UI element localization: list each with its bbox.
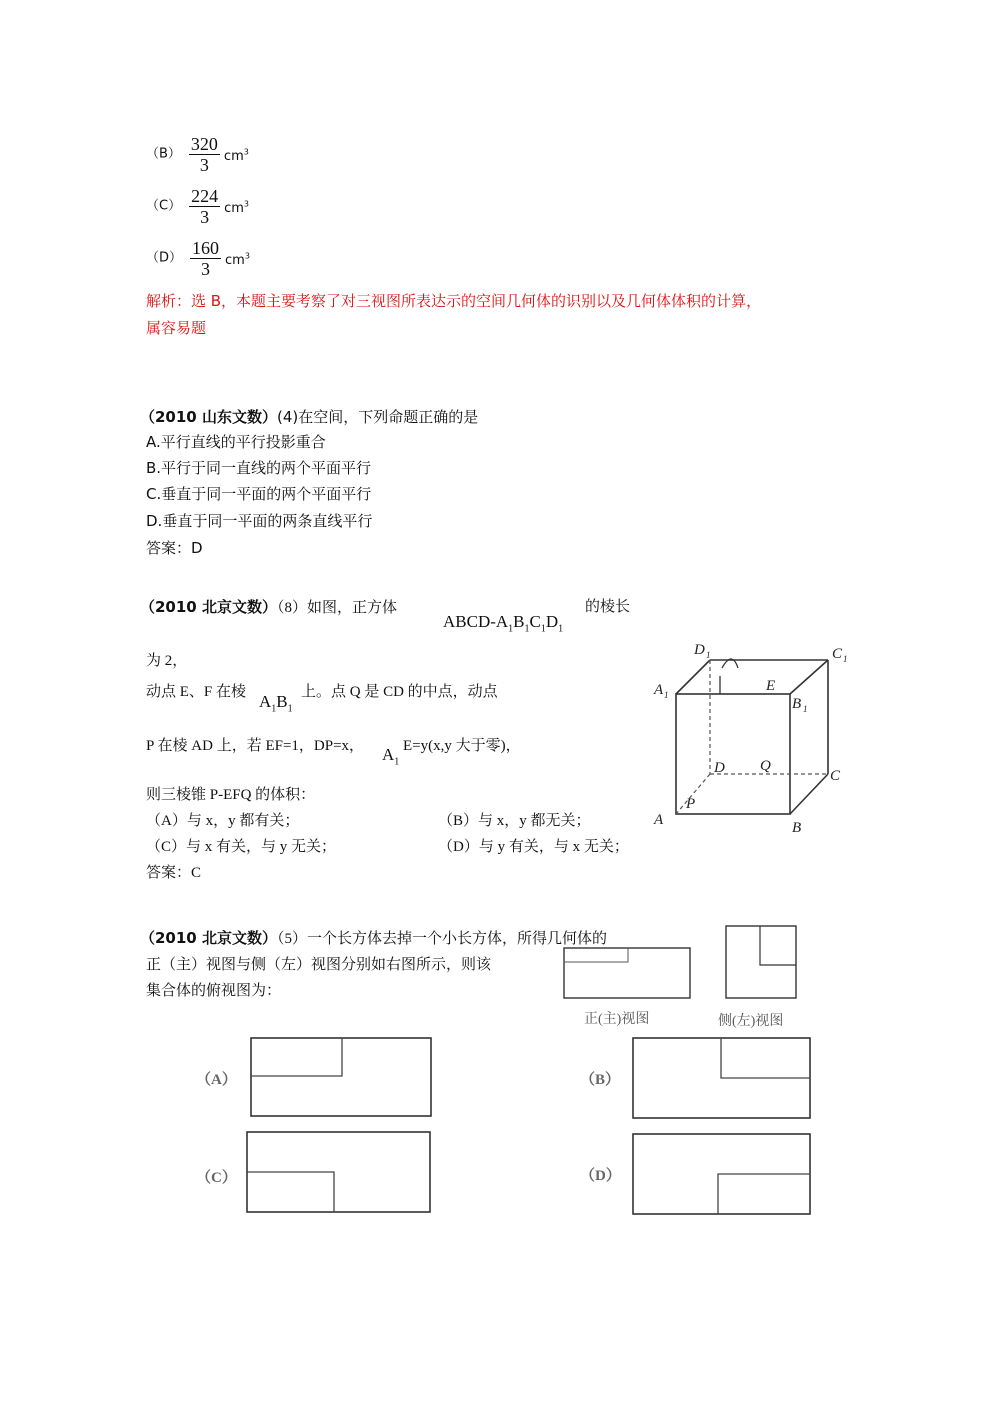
choice-b-label: （B） — [580, 1072, 621, 1088]
beijing8-line3b: 上。点 Q 是 CD 的中点，动点 — [301, 684, 498, 700]
formula-sub: 1 — [394, 756, 400, 768]
question-text: （5）一个长方体去掉一个小长方体，所得几何体的 — [276, 931, 607, 947]
question-source: （2010 北京文数） — [140, 929, 277, 947]
label-c1-sub: 1 — [843, 654, 848, 664]
formula-sub: 1 — [287, 703, 293, 715]
unit-sup: 3 — [243, 199, 249, 209]
choice-a-notch — [251, 1038, 342, 1076]
label-d1: D — [694, 642, 705, 658]
formula-sub: 1 — [540, 623, 546, 635]
cube-marks — [720, 659, 738, 694]
label-d1-sub: 1 — [706, 650, 711, 660]
choice-b-figure — [630, 1036, 814, 1120]
formula-text: ABCD-A — [443, 612, 509, 631]
cube-edge-c1b1 — [790, 660, 828, 694]
label-b1: B — [792, 696, 802, 712]
denominator: 3 — [201, 259, 211, 279]
a1b1-formula — [259, 692, 293, 714]
beijing8-line5: 则三棱锥 P-EFQ 的体积： — [146, 787, 316, 803]
unit-sup: 3 — [243, 147, 249, 157]
choice-b-notch — [721, 1038, 810, 1078]
choice-c-notch — [247, 1172, 334, 1212]
choice-d-notch — [718, 1174, 810, 1214]
front-view-figure — [562, 918, 694, 1002]
a1-formula — [382, 745, 399, 767]
front-view-caption: 正(主)视图 — [584, 1012, 650, 1027]
cube-edge-a1d1 — [676, 660, 710, 694]
question-text: （8）如图，正方体 — [276, 600, 397, 616]
choice-d-label: （D） — [580, 1168, 621, 1184]
unit-text: cm — [224, 200, 244, 216]
option-label: （B） — [146, 146, 181, 162]
unit-sup: 3 — [244, 251, 250, 261]
beijing8-line2: 为 2， — [146, 653, 188, 669]
numerator: 320 — [190, 134, 218, 154]
cube-formula — [443, 612, 563, 634]
formula-sub: 1 — [558, 623, 564, 635]
formula-sub: 1 — [508, 623, 514, 635]
beijing8-option-b: （B）与 x，y 都无关； — [438, 813, 591, 829]
side-view-outline — [726, 926, 796, 998]
denominator: 3 — [200, 207, 210, 227]
formula-text: B — [513, 612, 525, 631]
numerator: 160 — [192, 238, 220, 258]
analysis-line-1: 解析：选 B，本题主要考察了对三视图所表达示的空间几何体的识别以及几何体体积的计算， — [146, 292, 762, 310]
choice-c-figure — [244, 1130, 434, 1214]
beijing8-stem-b: 的棱长 — [585, 599, 631, 615]
label-c: C — [830, 768, 841, 784]
choice-a-label: （A） — [196, 1072, 237, 1088]
front-view-outline — [564, 948, 690, 998]
cube-edge-cb — [790, 774, 828, 814]
front-view-notch — [564, 948, 628, 962]
shandong-answer: 答案：D — [146, 539, 203, 557]
option-label: （C） — [146, 198, 182, 214]
label-d: D — [714, 760, 725, 776]
fraction — [189, 186, 220, 227]
unit-text: cm — [223, 148, 244, 164]
label-a1: A — [654, 682, 664, 698]
beijing8-stem-a — [140, 597, 397, 618]
denominator: 3 — [199, 155, 209, 175]
beijing8-line4b: E=y(x,y 大于零)， — [403, 738, 521, 754]
unit — [224, 149, 249, 164]
side-view-notch — [760, 926, 796, 965]
side-view-figure — [724, 924, 800, 1004]
shandong-option-a: A.平行直线的平行投影重合 — [146, 433, 326, 451]
choice-a-figure — [248, 1036, 434, 1118]
formula-text: D — [545, 612, 559, 631]
cube-figure — [640, 628, 860, 838]
unit — [225, 253, 250, 268]
formula-text: A — [259, 692, 272, 711]
choice-d-figure — [630, 1132, 814, 1218]
label-b: B — [792, 820, 802, 836]
fraction — [189, 134, 220, 175]
beijing5-stem3: 集合体的俯视图为： — [146, 983, 282, 999]
beijing5-stem2: 正（主）视图与侧（左）视图分别如右图所示，则该 — [146, 957, 492, 973]
beijing8-option-a: （A）与 x，y 都有关； — [146, 813, 300, 829]
unit — [224, 201, 249, 216]
beijing8-option-d: （D）与 y 有关，与 x 无关； — [438, 839, 629, 855]
formula-text: B — [276, 692, 288, 711]
label-a1-sub: 1 — [664, 690, 669, 700]
formula-text: C — [529, 612, 541, 631]
formula-sub: 1 — [271, 703, 277, 715]
option-b-volume — [146, 134, 249, 175]
label-p: P — [686, 796, 696, 812]
fraction — [190, 238, 221, 279]
label-b1-sub: 1 — [803, 704, 808, 714]
shandong-option-c: C.垂直于同一平面的两个平面平行 — [146, 485, 372, 503]
formula-text: A — [382, 745, 395, 764]
formula-sub: 1 — [524, 623, 530, 635]
question-source: （2010 北京文数） — [140, 598, 277, 616]
analysis-line-2: 属容易题 — [146, 319, 207, 337]
label-a: A — [654, 812, 664, 828]
beijing8-answer: 答案：C — [146, 865, 202, 881]
label-q: Q — [760, 758, 771, 774]
option-label: （D） — [146, 250, 183, 266]
cube-solid-edges — [676, 660, 828, 814]
unit-text: cm — [225, 252, 245, 268]
question-text: (4)在空间，下列命题正确的是 — [276, 408, 479, 426]
label-c1: C — [832, 646, 843, 662]
side-view-caption: 侧(左)视图 — [718, 1014, 784, 1029]
shandong-option-d: D.垂直于同一平面的两条直线平行 — [146, 512, 373, 530]
shandong-option-b: B.平行于同一直线的两个平面平行 — [146, 459, 372, 477]
beijing8-line4a: P 在棱 AD 上，若 EF=1，DP=x， — [146, 738, 365, 754]
cube-hidden-edges — [676, 660, 828, 814]
numerator: 224 — [191, 186, 219, 206]
question-source: （2010 山东文数） — [140, 408, 277, 426]
label-e: E — [766, 678, 776, 694]
beijing5-stem1 — [140, 928, 607, 949]
choice-c-label: （C） — [196, 1170, 237, 1186]
beijing8-option-c: （C）与 x 有关，与 y 无关； — [146, 839, 337, 855]
beijing8-line3a: 动点 E、F 在棱 — [146, 684, 247, 700]
option-c-volume — [146, 186, 249, 227]
choice-a-outline — [251, 1038, 431, 1116]
shandong-stem — [140, 407, 478, 427]
option-d-volume — [146, 238, 250, 279]
